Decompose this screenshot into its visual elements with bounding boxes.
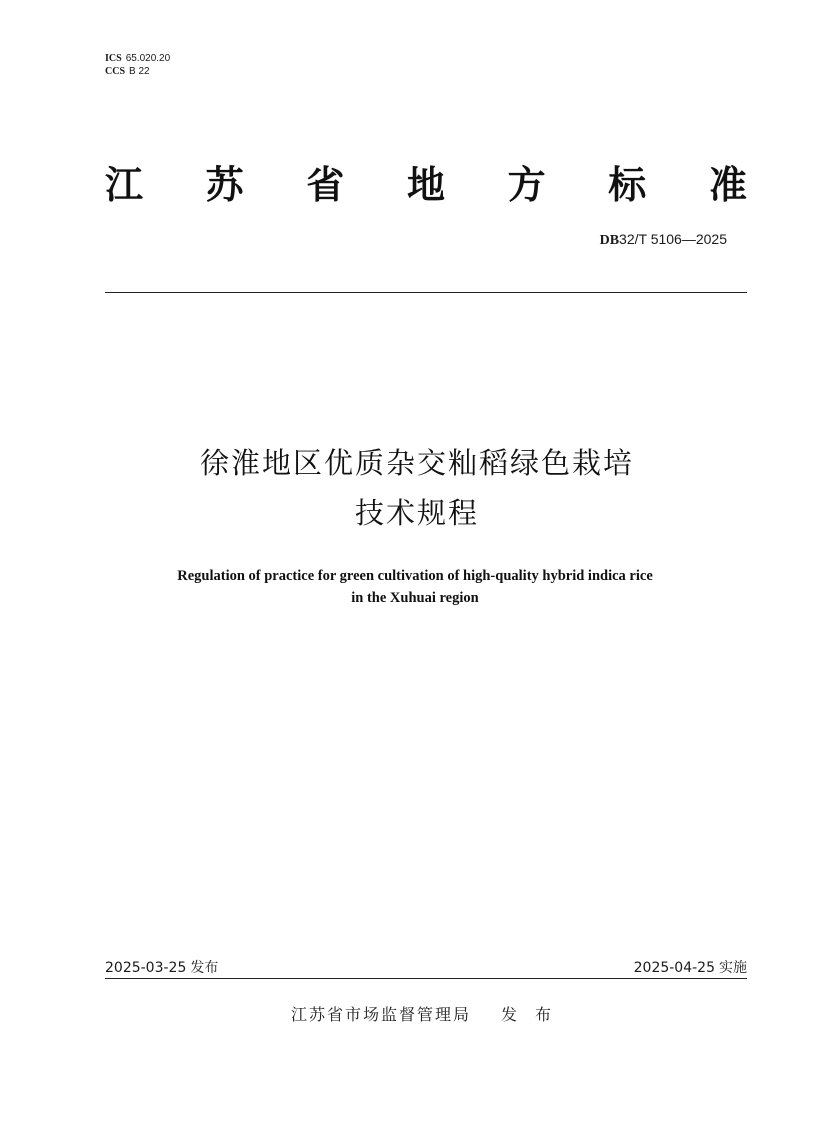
standard-number-value: 32/T 5106—2025 bbox=[619, 231, 727, 247]
title-cn-line2: 技术规程 bbox=[354, 496, 479, 530]
masthead-char: 方 bbox=[507, 163, 546, 207]
title-en-line2: in the Xuhuai region bbox=[351, 590, 479, 606]
title-english bbox=[0, 565, 815, 609]
ccs-value: B 22 bbox=[129, 66, 150, 77]
standard-number bbox=[600, 231, 727, 249]
issuer-action: 发布 bbox=[501, 1005, 570, 1024]
ics-label: ICS bbox=[105, 53, 122, 64]
masthead-char: 省 bbox=[306, 163, 345, 207]
standard-masthead bbox=[105, 160, 747, 210]
issue-date bbox=[105, 957, 218, 977]
implementation-date bbox=[634, 957, 747, 977]
standard-number-prefix: DB bbox=[599, 233, 620, 248]
issuer-organization: 江苏省市场监督管理局 bbox=[290, 1005, 471, 1024]
implementation-date-suffix: 实施 bbox=[719, 960, 747, 976]
masthead-char: 准 bbox=[708, 163, 747, 207]
top-divider bbox=[105, 292, 747, 293]
ccs-code bbox=[105, 65, 170, 78]
ics-code bbox=[105, 52, 170, 65]
bottom-divider bbox=[105, 978, 747, 979]
masthead-char: 苏 bbox=[205, 163, 244, 207]
title-en-line1: Regulation of practice for green cultivation of high-quality hybrid indica rice bbox=[177, 568, 653, 584]
title-cn-line1: 徐淮地区优质杂交籼稻绿色栽培 bbox=[199, 446, 634, 480]
masthead-char: 江 bbox=[105, 163, 144, 207]
classification-codes bbox=[105, 52, 170, 78]
implementation-date-value: 2025-04-25 bbox=[633, 960, 715, 976]
issuing-authority bbox=[0, 1002, 815, 1025]
ics-value: 65.020.20 bbox=[125, 53, 171, 64]
title-chinese bbox=[0, 438, 815, 538]
ccs-label: CCS bbox=[105, 66, 126, 77]
issue-date-suffix: 发布 bbox=[190, 960, 219, 976]
issue-date-value: 2025-03-25 bbox=[105, 960, 187, 976]
masthead-char: 标 bbox=[608, 163, 647, 207]
masthead-char: 地 bbox=[406, 163, 445, 207]
